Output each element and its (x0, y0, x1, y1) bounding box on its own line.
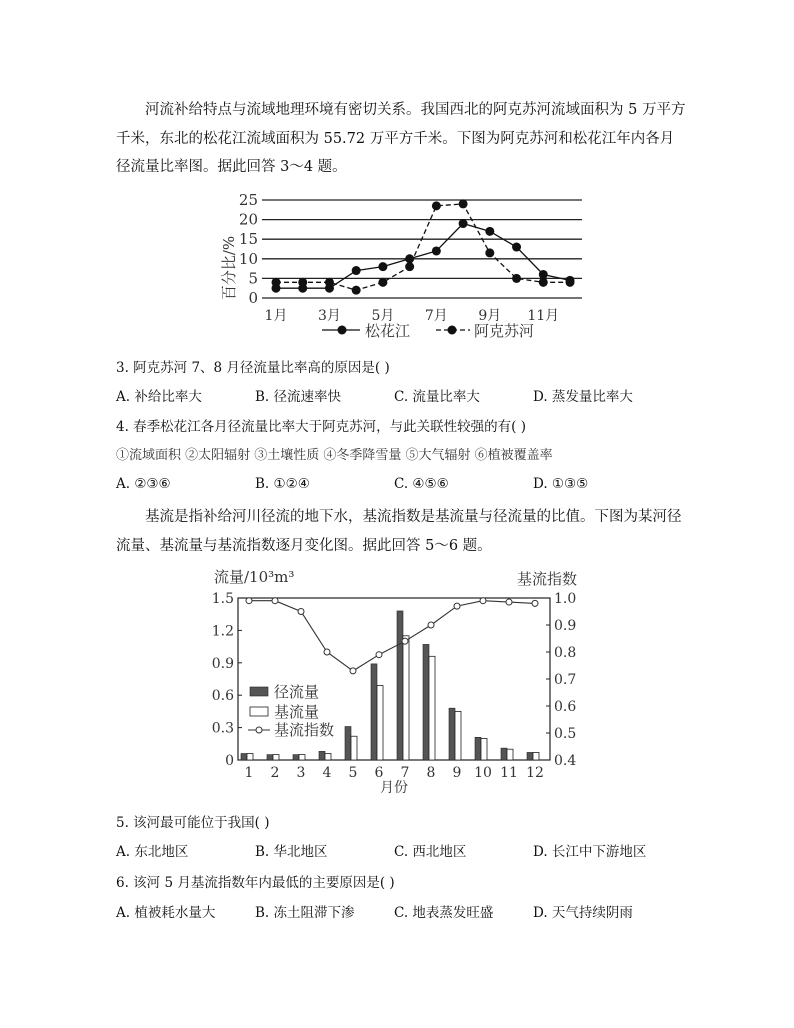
baseflow-index-point (376, 652, 382, 658)
bar-runoff (527, 752, 533, 760)
question-6-options (116, 901, 716, 921)
baseflow-index-point (402, 638, 408, 644)
data-point-阿克苏河 (298, 278, 307, 287)
x-tick-label: 10 (474, 765, 492, 781)
passage-1-text: 河流补给特点与流域地理环境有密切关系。我国西北的阿克苏河流域面积为 5 万平方千米，东北的松花江流域面积为 55.72 万平方千米。下图为阿克苏河和松花江年内各月径流量比率图。据此回答 3～4 题。 (116, 102, 686, 175)
baseflow-index-line (249, 601, 535, 671)
right-axis-label: 基流指数 (517, 570, 578, 588)
x-tick-label: 1 (244, 765, 254, 781)
data-point-松花江 (405, 254, 414, 263)
y-tick-label-right: 1.0 (554, 591, 577, 607)
x-tick-label: 6 (374, 765, 384, 781)
question-5-options (116, 840, 716, 860)
baseflow-index-point (506, 599, 512, 605)
data-point-阿克苏河 (512, 274, 521, 283)
bar-runoff (397, 611, 403, 760)
data-point-阿克苏河 (272, 278, 281, 287)
question-4-factors: ①流域面积 ②太阳辐射 ③土壤性质 ④冬季降雪量 ⑤大气辐射 ⑥植被覆盖率 (116, 448, 553, 463)
y-tick-label: 25 (238, 191, 258, 209)
data-point-阿克苏河 (378, 278, 387, 287)
question-3-options (116, 385, 716, 405)
x-tick-label: 5 (348, 765, 358, 781)
data-point-阿克苏河 (459, 199, 468, 208)
baseflow-index-point (532, 600, 538, 606)
baseflow-index-point (298, 609, 304, 615)
data-point-阿克苏河 (325, 278, 334, 287)
x-tick-label: 4 (322, 765, 332, 781)
baseflow-index-point (350, 668, 356, 674)
option-b[interactable]: B. 冻土阻滞下渗 (255, 905, 355, 921)
y-tick-label: 5 (248, 269, 258, 288)
y-tick-label: 0 (248, 289, 258, 307)
bar-baseflow (403, 636, 409, 760)
bar-baseflow (533, 752, 539, 760)
y-tick-label-left: 1.2 (211, 623, 234, 640)
baseflow-index-point (246, 598, 252, 604)
option-d[interactable]: D. 天气持续阴雨 (533, 905, 633, 921)
x-tick-label: 7 (400, 765, 410, 781)
bar-runoff (267, 755, 273, 760)
y-tick-label-right: 0.5 (554, 726, 577, 742)
option-d[interactable]: D. 长江中下游地区 (533, 844, 647, 860)
bar-line-chart-baseflow (204, 562, 604, 802)
bar-runoff (241, 754, 247, 760)
bar-baseflow (351, 736, 357, 760)
line-chart-runoff-ratio (212, 190, 592, 350)
data-point-松花江 (378, 262, 387, 271)
option-b[interactable]: B. 华北地区 (255, 844, 328, 860)
y-tick-label-left: 0 (225, 753, 234, 769)
passage-2 (116, 503, 686, 560)
x-tick-label: 2 (270, 765, 280, 781)
data-point-松花江 (512, 243, 521, 252)
data-point-阿克苏河 (485, 248, 494, 257)
option-b[interactable]: B. ①②④ (255, 476, 310, 492)
option-a[interactable]: A. 东北地区 (116, 844, 189, 860)
legend-marker (448, 326, 457, 335)
bar-baseflow (481, 738, 487, 760)
option-a[interactable]: A. 植被耗水量大 (116, 905, 216, 921)
legend-marker (338, 326, 347, 335)
option-c[interactable]: C. ④⑤⑥ (394, 476, 449, 492)
y-tick-label: 15 (238, 230, 258, 249)
y-tick-label-right: 0.9 (554, 618, 577, 634)
legend-swatch-runoff (250, 687, 268, 696)
question-4-stem: 4. 春季松花江各月径流量比率大于阿克苏河，与此关联性较强的有( ) (116, 419, 526, 435)
option-d[interactable]: D. 蒸发量比率大 (533, 389, 633, 405)
legend-label: 阿克苏河 (474, 322, 535, 340)
bar-runoff (449, 708, 455, 760)
option-c[interactable]: C. 地表蒸发旺盛 (394, 905, 494, 921)
option-c[interactable]: C. 流量比率大 (394, 389, 480, 405)
legend-label: 松花江 (365, 322, 411, 340)
x-tick-label: 7月 (424, 308, 448, 324)
legend-marker-index (256, 727, 262, 733)
data-point-松花江 (432, 246, 441, 255)
x-tick-label: 3 (296, 765, 306, 781)
legend-swatch-baseflow (250, 707, 268, 716)
bar-baseflow (429, 656, 435, 760)
bar-baseflow (273, 755, 279, 760)
bar-runoff (501, 748, 507, 760)
x-tick-label: 1月 (264, 308, 288, 324)
y-tick-label-right: 0.4 (554, 753, 577, 769)
data-point-阿克苏河 (566, 278, 575, 287)
y-axis-label: 百分比/% (220, 235, 238, 301)
x-tick-label: 5月 (371, 308, 395, 324)
question-3-stem: 3. 阿克苏河 7、8 月径流量比率高的原因是( ) (116, 360, 390, 376)
data-point-阿克苏河 (432, 201, 441, 210)
bar-baseflow (325, 754, 331, 760)
option-a[interactable]: A. ②③⑥ (116, 476, 171, 492)
question-4-options (116, 476, 716, 496)
y-tick-label-right: 0.7 (554, 672, 577, 688)
option-d[interactable]: D. ①③⑤ (533, 476, 589, 492)
bar-runoff (475, 737, 481, 760)
bar-baseflow (507, 749, 513, 760)
bar-baseflow (299, 755, 305, 760)
data-point-松花江 (459, 219, 468, 228)
x-tick-label: 11月 (527, 308, 560, 324)
passage-2-text: 基流是指补给河川径流的地下水，基流指数是基流量与径流量的比值。下图为某河径流量、基流量与基流指数逐月变化图。据此回答 5～6 题。 (116, 509, 682, 554)
y-tick-label: 10 (238, 249, 258, 268)
data-point-阿克苏河 (405, 262, 414, 271)
question-5-stem: 5. 该河最可能位于我国( ) (116, 815, 270, 831)
x-tick-label: 9 (452, 765, 462, 781)
y-tick-label-left: 1.5 (211, 591, 234, 607)
passage-1 (116, 96, 686, 182)
option-b[interactable]: B. 径流速率快 (255, 389, 342, 405)
baseflow-index-point (454, 603, 460, 609)
bar-baseflow (377, 685, 383, 760)
data-point-松花江 (485, 227, 494, 236)
x-tick-label: 12 (526, 765, 544, 781)
y-tick-label-left: 0.3 (211, 720, 234, 737)
y-tick-label: 20 (238, 210, 258, 229)
bar-baseflow (455, 711, 461, 760)
bar-runoff (319, 751, 325, 760)
bar-baseflow (247, 754, 253, 760)
series-line-阿克苏河 (276, 204, 570, 290)
x-tick-label: 11 (500, 765, 518, 781)
baseflow-index-point (428, 622, 434, 628)
x-tick-label: 3月 (317, 308, 341, 324)
baseflow-index-point (480, 598, 486, 604)
y-tick-label-left: 0.9 (211, 655, 234, 672)
legend-label: 基流指数 (274, 721, 335, 739)
x-tick-label: 9月 (478, 308, 502, 324)
bar-runoff (371, 664, 377, 760)
left-axis-label: 流量/10³m³ (214, 568, 295, 586)
baseflow-index-point (324, 649, 330, 655)
option-c[interactable]: C. 西北地区 (394, 844, 467, 860)
y-tick-label-left: 0.6 (211, 688, 234, 705)
baseflow-index-point (272, 598, 278, 604)
data-point-松花江 (539, 270, 548, 279)
y-tick-label-right: 0.6 (554, 699, 577, 715)
y-tick-label-right: 0.8 (554, 645, 577, 661)
x-tick-label: 8 (426, 765, 436, 781)
bar-runoff (423, 644, 429, 760)
data-point-阿克苏河 (539, 278, 548, 287)
option-a[interactable]: A. 补给比率大 (116, 389, 202, 405)
bar-runoff (293, 755, 299, 760)
data-point-松花江 (352, 266, 361, 275)
bar-runoff (345, 727, 351, 760)
legend-label: 基流量 (274, 703, 320, 721)
data-point-阿克苏河 (352, 286, 361, 295)
question-6-stem: 6. 该河 5 月基流指数年内最低的主要原因是( ) (116, 875, 395, 891)
x-axis-label: 月份 (380, 780, 408, 796)
legend-label: 径流量 (274, 683, 320, 701)
